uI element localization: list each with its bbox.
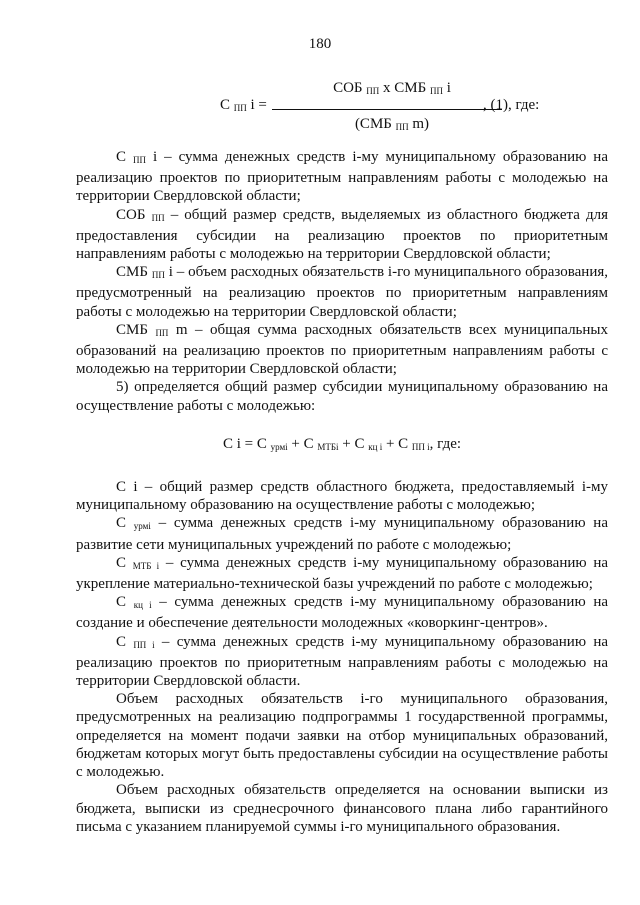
- formula-total-subsidy: С i = С $_{урмi}$ + С $_{МТБi}$ + С $_{кц i}$ + С $_{ПП i}$, где:: [222, 435, 462, 452]
- definition-paragraph: С $_{урмi}$ – сумма денежных средств i-му муниципальному образованию на развитие сети муниципальных учреждений по работе с молодежью;: [76, 515, 608, 553]
- item-5-paragraph: 5) определяется общий размер субсидии муниципальному образованию на осуществление работы с молодежью:: [76, 379, 608, 414]
- body-text: [76, 148, 608, 836]
- volume-paragraph: Объем расходных обязательств определяется на основании выписки из бюджета, выписки из среднесрочного финансового плана либо гарантийного письма с указанием планируемой суммы i-го муниципального образования.: [76, 782, 608, 835]
- definition-paragraph: С $_{ПП i}$ – сумма денежных средств i-му муниципальному образованию на реализацию проектов по приоритетным направлениям работы с молодежью на территории Свердловской области.: [76, 633, 608, 690]
- definition-paragraph: СМБ $_{ПП}$ i – объем расходных обязательств i-го муниципального образования, предусмотренный на реализацию проектов по приоритетным направлениям работы с молодежью на территории Свердловской области;: [76, 264, 608, 320]
- formula-subsidy-projects: [220, 78, 560, 138]
- definition-paragraph: СОБ $_{ПП}$ – общий размер средств, выделяемых из областного бюджета для предоставления субсидии на реализацию проектов по приоритетным направлениям работы с молодежью на территории Свердловской области;: [76, 206, 609, 263]
- page-number: 180: [308, 36, 332, 52]
- definition-paragraph: С $_{МТБ i}$ – сумма денежных средств i-му муниципальному образованию на укрепление материально-технической базы учреждений по работе с молодежью;: [76, 554, 609, 593]
- definition-paragraph: СМБ $_{ПП}$ m – общая сумма расходных обязательств всех муниципальных образований на реализацию проектов по приоритетным направлениям работы с молодежью на территории Свердловской области;: [76, 321, 608, 378]
- formula-tail: , (1), где:: [483, 97, 540, 113]
- formula-denominator: (СМБ $_{ПП}$ m): [354, 116, 430, 132]
- fraction-bar: [272, 109, 502, 110]
- volume-paragraph: Объем расходных обязательств i-го муниципального образования, предусмотренных на реализацию подпрограммы 1 государственной программы, определяется на момент подачи заявки на отбор муниципальных образований, бюджетам которых могут быть предоставлены субсидии на осуществление работы с молодежью.: [76, 691, 608, 781]
- definition-paragraph: С i – общий размер средств областного бюджета, предоставляемый i-му муниципальному образованию на осуществление работы с молодежью;: [76, 479, 608, 514]
- definition-paragraph: С $_{кц i}$ – сумма денежных средств i-му муниципальному образованию на создание и обеспечение деятельности молодежных «коворкинг-центров».: [76, 594, 609, 632]
- formula-lhs: С $_{ПП}$ i =: [220, 97, 267, 113]
- definition-paragraph: С $_{ПП}$ i – сумма денежных средств i-му муниципальному образованию на реализацию проектов по приоритетным направлениям работы с молодежью на территории Свердловской области;: [76, 149, 608, 205]
- formula-numerator: СОБ $_{ПП}$ х СМБ $_{ПП}$ i: [333, 80, 451, 96]
